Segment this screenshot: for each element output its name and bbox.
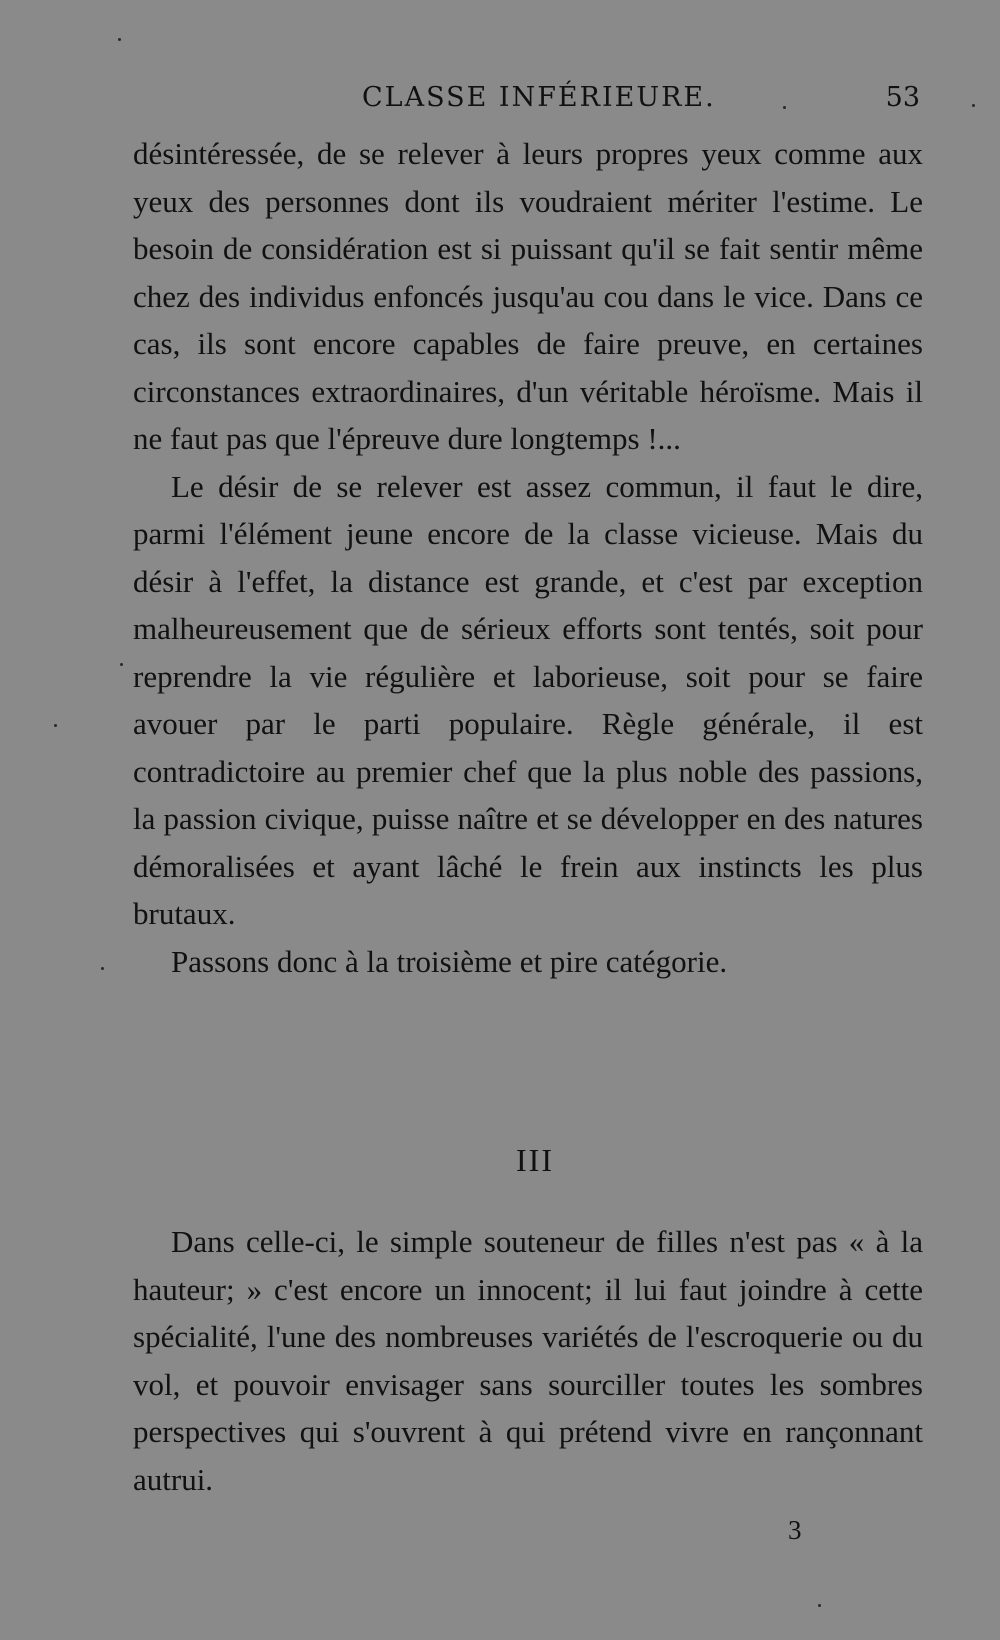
body-text xyxy=(133,130,923,985)
paragraph: Passons donc à la troisième et pire catégorie. xyxy=(171,943,728,979)
print-speck xyxy=(54,724,57,727)
section-body xyxy=(133,1218,923,1503)
running-title: CLASSE INFÉRIEURE. xyxy=(362,82,716,113)
print-speck xyxy=(818,1604,821,1607)
paragraph-continued: désintéressée, de se relever à leurs propres yeux comme aux yeux des personnes dont ils voudraient mériter l'estime. Le besoin de considération est si puissant qu'il se fait sentir même chez des individus enfoncés jusqu'au cou dans le vice. Dans ce cas, ils sont encore capables de faire preuve, en certaines circonstances extraordinaires, d'un véritable héroïsme. Mais il ne faut pas que l'épreuve dure longtemps !... xyxy=(133,136,923,456)
print-speck xyxy=(120,663,123,666)
print-speck xyxy=(101,967,104,970)
signature-mark: 3 xyxy=(788,1515,802,1545)
print-speck xyxy=(783,106,786,109)
paragraph: Dans celle-ci, le simple souteneur de filles n'est pas « à la hauteur; » c'est encore un innocent; il lui faut joindre à cette spécialité, l'une des nombreuses variétés de l'escroquerie ou du vol, et pouvoir envisager sans sourciller toutes les sombres perspectives qui s'ouvrent à qui prétend vivre en rançonnant autrui. xyxy=(133,1224,923,1497)
page-number: 53 xyxy=(885,82,920,113)
paragraph: Le désir de se relever est assez commun, il faut le dire, parmi l'élément jeune encore de la classe vicieuse. Mais du désir à l'effet, la distance est grande, et c'est par exception malheureusement que de sérieux efforts sont tentés, soit pour reprendre la vie régulière et laborieuse, soit pour se faire avouer par le parti populaire. Règle générale, il est contradictoire au premier chef que la plus noble des passions, la passion civique, puisse naître et se développer en des natures démoralisées et ayant lâché le frein aux instincts les plus brutaux. xyxy=(133,468,923,931)
print-speck xyxy=(972,104,975,107)
running-head xyxy=(130,78,920,118)
section-heading: III xyxy=(516,1142,554,1178)
print-speck xyxy=(118,38,121,41)
